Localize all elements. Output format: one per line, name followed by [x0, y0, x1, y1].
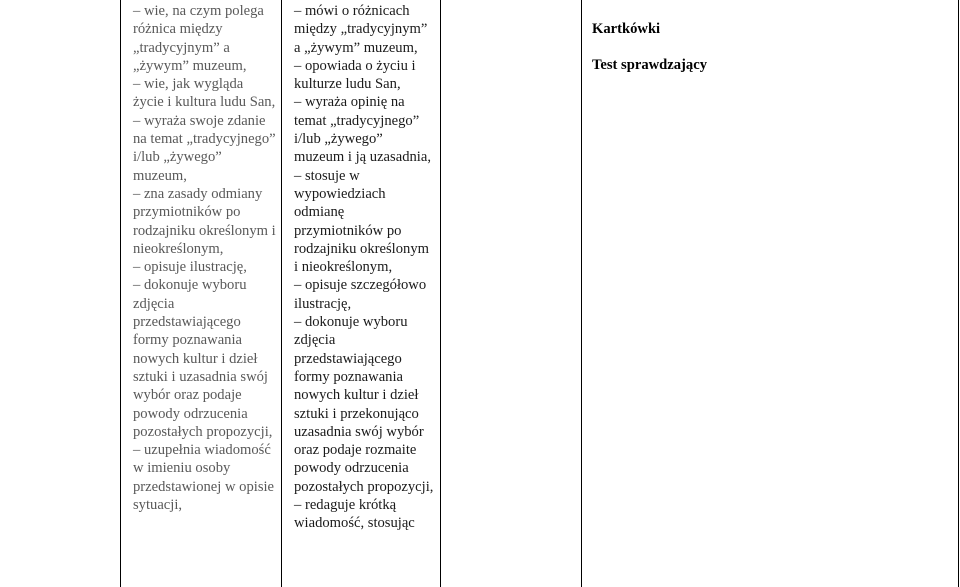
- list-item: – dokonuje wyboru zdjęcia przedstawiającego formy poznawania nowych kultur i dzieł sztuki i przekonująco uzasadnia swój wybór oraz podaje rozmaite powody odrzucenia pozostałych propozycji,: [294, 314, 434, 495]
- criteria-column-extended: [282, 0, 439, 587]
- heading-test: Test sprawdzający: [592, 57, 707, 74]
- assessment-forms-column: [582, 0, 957, 587]
- list-item: – redaguje krótką wiadomość, stosując: [294, 497, 415, 532]
- list-item: – opisuje szczegółowo ilustrację,: [294, 277, 427, 312]
- list-item: – wyraża opinię na temat „tradycyjnego” i/lub „żywego” muzeum i ją uzasadnia,: [294, 94, 431, 166]
- criteria-column-basic: [121, 0, 280, 587]
- list-item: – uzupełnia wiadomość w imieniu osoby przedstawionej w opisie sytuacji,: [133, 442, 275, 514]
- list-item: – wie, na czym polega różnica między „tradycyjnym” a „żywym” muzeum,: [133, 3, 264, 74]
- heading-quizzes: Kartkówki: [592, 21, 661, 37]
- criteria-list-basic: [125, 2, 276, 514]
- list-item: – wie, jak wygląda życie i kultura ludu San,: [133, 76, 276, 111]
- list-item: – opowiada o życiu i kulturze ludu San,: [294, 57, 416, 93]
- list-item: – stosuje w wypowiedziach odmianę przymiotników po rodzajniku określonym i nieokreślonym,: [294, 167, 429, 276]
- list-item: – mówi o różnicach między „tradycyjnym” a „żywym” muzeum,: [294, 3, 428, 56]
- list-item: – zna zasady odmiany przymiotników po rodzajniku określonym i nieokreślonym,: [133, 185, 276, 257]
- criteria-list-extended: [286, 2, 435, 533]
- list-item: – opisuje ilustrację,: [133, 259, 247, 276]
- list-item: – wyraża swoje zdanie na temat „tradycyjnego” i/lub „żywego” muzeum,: [133, 112, 276, 184]
- list-item: – dokonuje wyboru zdjęcia przedstawiającego formy poznawania nowych kultur i dzieł sztuki i uzasadnia swój wybór oraz podaje powody odrzucenia pozostałych propozycji,: [133, 277, 273, 440]
- empty-column: [441, 0, 580, 587]
- column-divider: [958, 0, 959, 587]
